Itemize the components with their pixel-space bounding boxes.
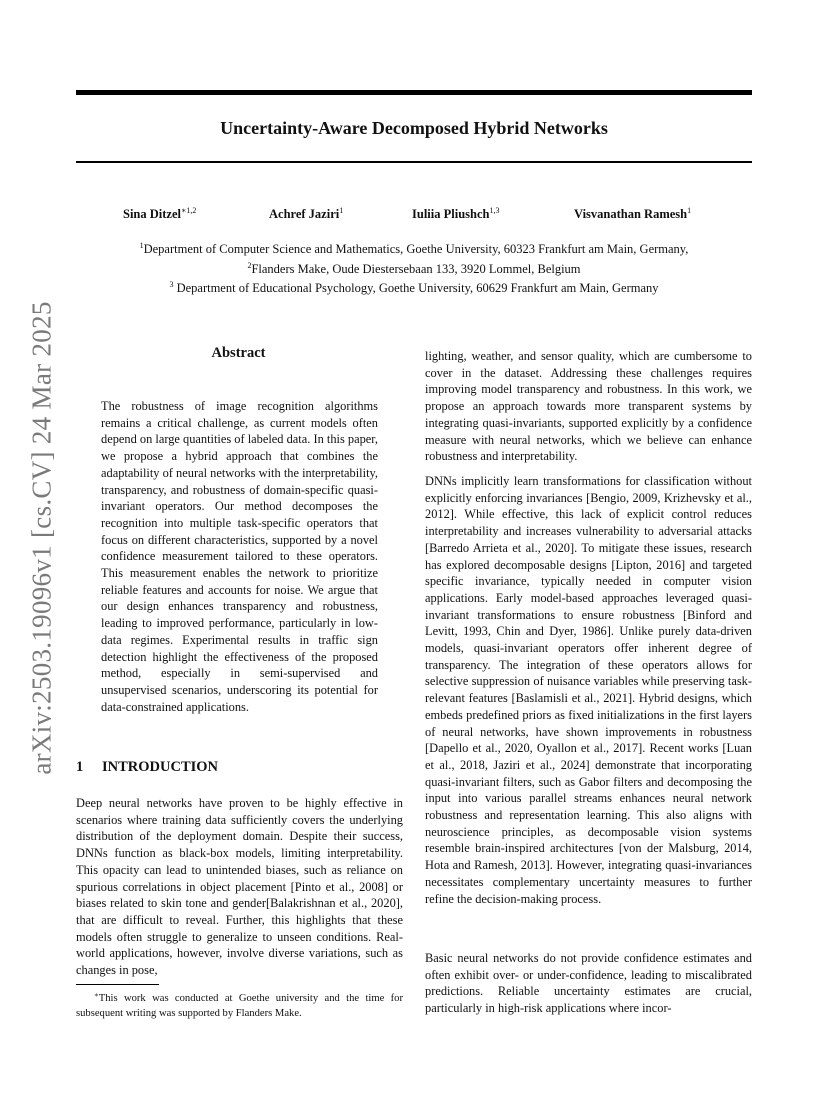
author-name: Sina Ditzel$^{∗1,2}$: [123, 206, 197, 221]
title-top-rule: [76, 90, 752, 95]
introduction-left-column: [76, 795, 403, 979]
affiliation-line: $^1$Department of Computer Science and Mathematics, Goethe University, 60323 Frankfurt am Main, Germany,: [139, 241, 689, 256]
introduction-right-paragraph: DNNs implicitly learn transformations for classification without explicitly enforcing invariances [Bengio, 2009, Krizhevsky et al., 2012]. While effective, this lack of explicit control reduces interpretability and increases vulnerability to adversarial attacks [Barredo Arrieta et al., 2020]. To mitigate these issues, research has explored decomposable designs [Lipton, 2016] and targeted specific invariance, typically needed in computer vision applications. Early model-based approaches leveraged quasi-invariant transformations to ensure robustness [Binford and Levitt, 1993, Chin and Dyer, 1986]. Unlike purely data-driven models, quasi-invariant operators offer inherent degree of transparency. The integration of these operators allows for selective suppression of nuisance variables while preserving task-relevant features [Baslamisli et al., 2021]. Hybrid designs, which embeds predefined priors as fixed initializations in the first layers of neural networks, have shown improvements in robustness [Dapello et al., 2020, Oyallon et al., 2017]. Recent works [Luan et al., 2018, Jaziri et al., 2024] demonstrate that incorporating quasi-invariant filters, such as Gabor filters and decomposing the input into various parallel streams enhances neural network robustness and representation learning. This also aligns with neuroscience principles, as decomposable vision systems resemble brain-inspired architectures [von der Malsburg, 2014, Hota and Ramesh, 2013]. However, integrating quasi-invariances necessitates complementary uncertainty measures to further refine the decision-making process.: [425, 474, 752, 906]
abstract-heading: Abstract: [211, 345, 266, 361]
author-name: Iuliia Pliushch$^{1,3}$: [412, 206, 500, 221]
author-name: Achref Jaziri$^1$: [269, 206, 344, 221]
affiliation-line: $^3$ Department of Educational Psychology, Goethe University, 60629 Frankfurt am Main, Germany: [169, 280, 659, 295]
footnote-rule: [76, 984, 159, 985]
abstract-body: [101, 398, 378, 715]
affiliations: [76, 238, 752, 297]
section-heading: 1 INTRODUCTION: [76, 759, 219, 775]
introduction-right-paragraph: Basic neural networks do not provide confidence estimates and often exhibit over- or under-confidence, leading to miscalibrated predictions. Reliable uncertainty estimates are crucial, particularly in high-risk applications where incor-: [425, 951, 752, 1016]
arxiv-identifier-stamp: arXiv:2503.19096v1 [cs.CV] 24 Mar 2025: [26, 301, 57, 775]
title-bottom-rule: [76, 161, 752, 163]
paper-title: Uncertainty-Aware Decomposed Hybrid Networks: [220, 118, 608, 138]
affiliation-line: $^2$Flanders Make, Oude Diestersebaan 133, 3920 Lommel, Belgium: [247, 260, 581, 276]
abstract-paragraph: The robustness of image recognition algorithms remains a critical challenge, as current models often depend on large quantities of labeled data. In this paper, we propose a hybrid approach that combines the adaptability of neural networks with the interpretability, transparency, and robustness of domain-specific quasi-invariant operators. Our method decomposes the recognition into multiple task-specific operators that focus on different characteristics, supported by a novel confidence measurement tailored to these operators. This measurement enables the network to prioritize reliable features and accounts for noise. We argue that our design enhances transparency and robustness, leading to improved performance, particularly in low-data regimes. Experimental results in traffic sign detection highlight the effectiveness of the proposed method, especially in semi-supervised and unsupervised scenarios, underscoring its potential for data-constrained applications.: [101, 399, 378, 714]
author-name: Visvanathan Ramesh$^1$: [574, 206, 692, 221]
author-list: [76, 206, 752, 226]
introduction-right-paragraph: lighting, weather, and sensor quality, which are cumbersome to cover in the dataset. Addressing these challenges requires improving model transparency and robustness. In this work, we propose an approach towards more transparent systems by integrating quasi-invariants, supported explicitly by a confidence measure with neural networks, which we believe can enhance robustness and interpretability.: [425, 349, 752, 464]
body-paragraph: Deep neural networks have proven to be highly effective in scenarios where training data sufficiently covers the underlying distribution of the deployment domain. Despite their success, DNNs function as black-box models, limiting interpretability. This opacity can lead to unintended biases, such as reliance on spurious correlations in object placement [Pinto et al., 2008] or biases related to skin tone and gender[Balakrishnan et al., 2020], that are difficult to reveal. Further, this highlights that these models often struggle to generalize to unseen conditions. Real-world applications, however, involve diverse variations, such as changes in pose,: [76, 796, 403, 978]
footnote: ∗This work was conducted at Goethe university and the time for subsequent writing was supported by Flanders Make.: [76, 991, 403, 1019]
